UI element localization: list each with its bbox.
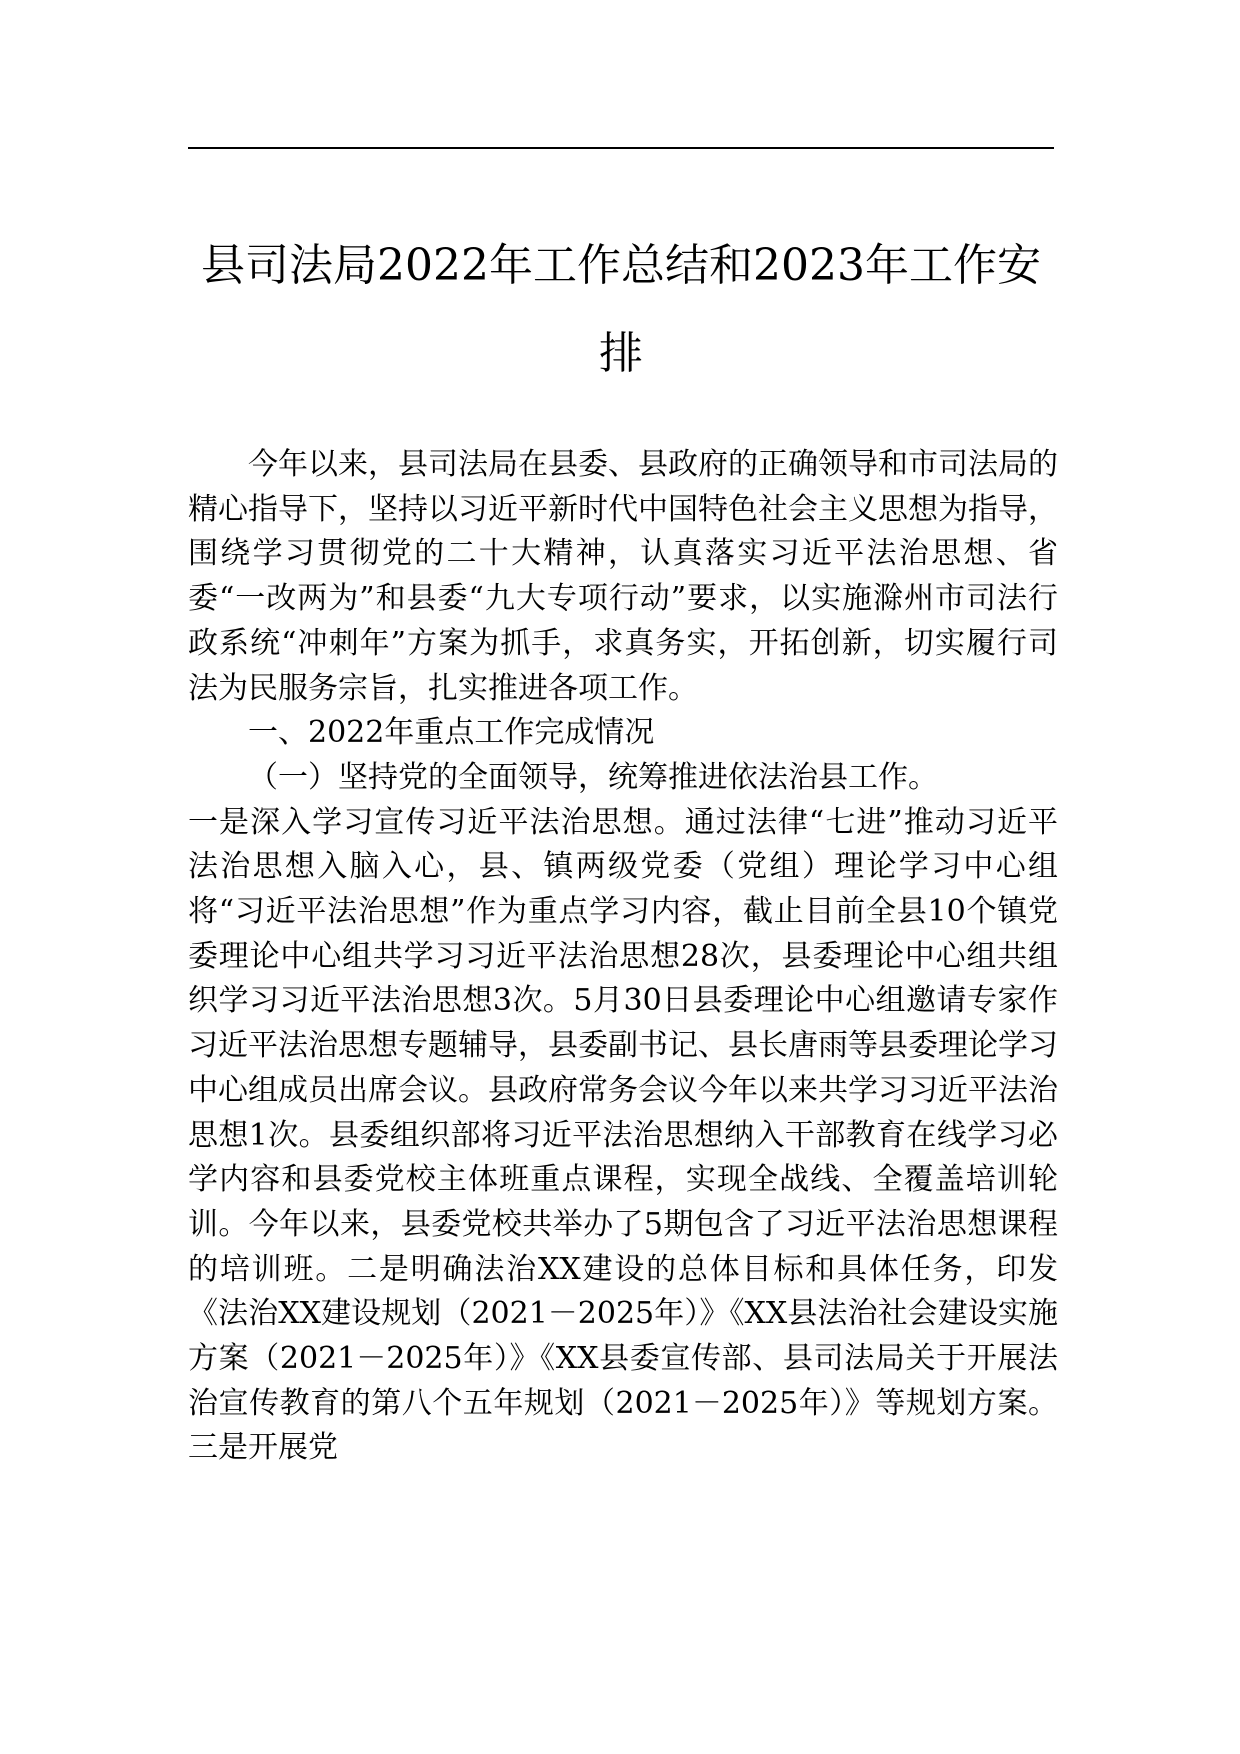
- title-line-1: 县司法局2022年工作总结和2023年工作安: [201, 240, 1041, 291]
- document-body: [188, 443, 1058, 1471]
- section-heading: 一、2022年重点工作完成情况: [248, 715, 655, 751]
- title-line-2: 排: [599, 328, 643, 379]
- intro-paragraph: 今年以来，县司法局在县委、县政府的正确领导和市司法局的精心指导下，坚持以习近平新时代中国特色社会主义思想为指导，围绕学习贯彻党的二十大精神，认真落实习近平法治思想、省委“一改两为”和县委“九大专项行动”要求，以实施滁州市司法行政系统“冲刺年”方案为抓手，求真务实，开拓创新，切实履行司法为民服务宗旨，扎实推进各项工作。: [188, 447, 1058, 706]
- body-paragraph: 一是深入学习宣传习近平法治思想。通过法律“七进”推动习近平法治思想入脑入心，县、镇两级党委（党组）理论学习中心组将“习近平法治思想”作为重点学习内容，截止目前全县10个镇党委理论中心组共学习习近平法治思想28次，县委理论中心组共组织学习习近平法治思想3次。5月30日县委理论中心组邀请专家作习近平法治思想专题辅导，县委副书记、县长唐雨等县委理论学习中心组成员出席会议。县政府常务会议今年以来共学习习近平法治思想1次。县委组织部将习近平法治思想纳入干部教育在线学习必学内容和县委党校主体班重点课程，实现全战线、全覆盖培训轮训。今年以来，县委党校共举办了5期包含了习近平法治思想课程的培训班。二是明确法治XX建设的总体目标和具体任务，印发《法治XX建设规划（2021－2025年）》《XX县法治社会建设实施方案（2021－2025年）》《XX县委宣传部、县司法局关于开展法治宣传教育的第八个五年规划（2021－2025年）》等规划方案。三是开展党: [188, 804, 1058, 1466]
- subsection-heading: （一）坚持党的全面领导，统筹推进依法治县工作。: [248, 759, 938, 795]
- header-rule: [188, 147, 1054, 149]
- document-title: [188, 222, 1054, 398]
